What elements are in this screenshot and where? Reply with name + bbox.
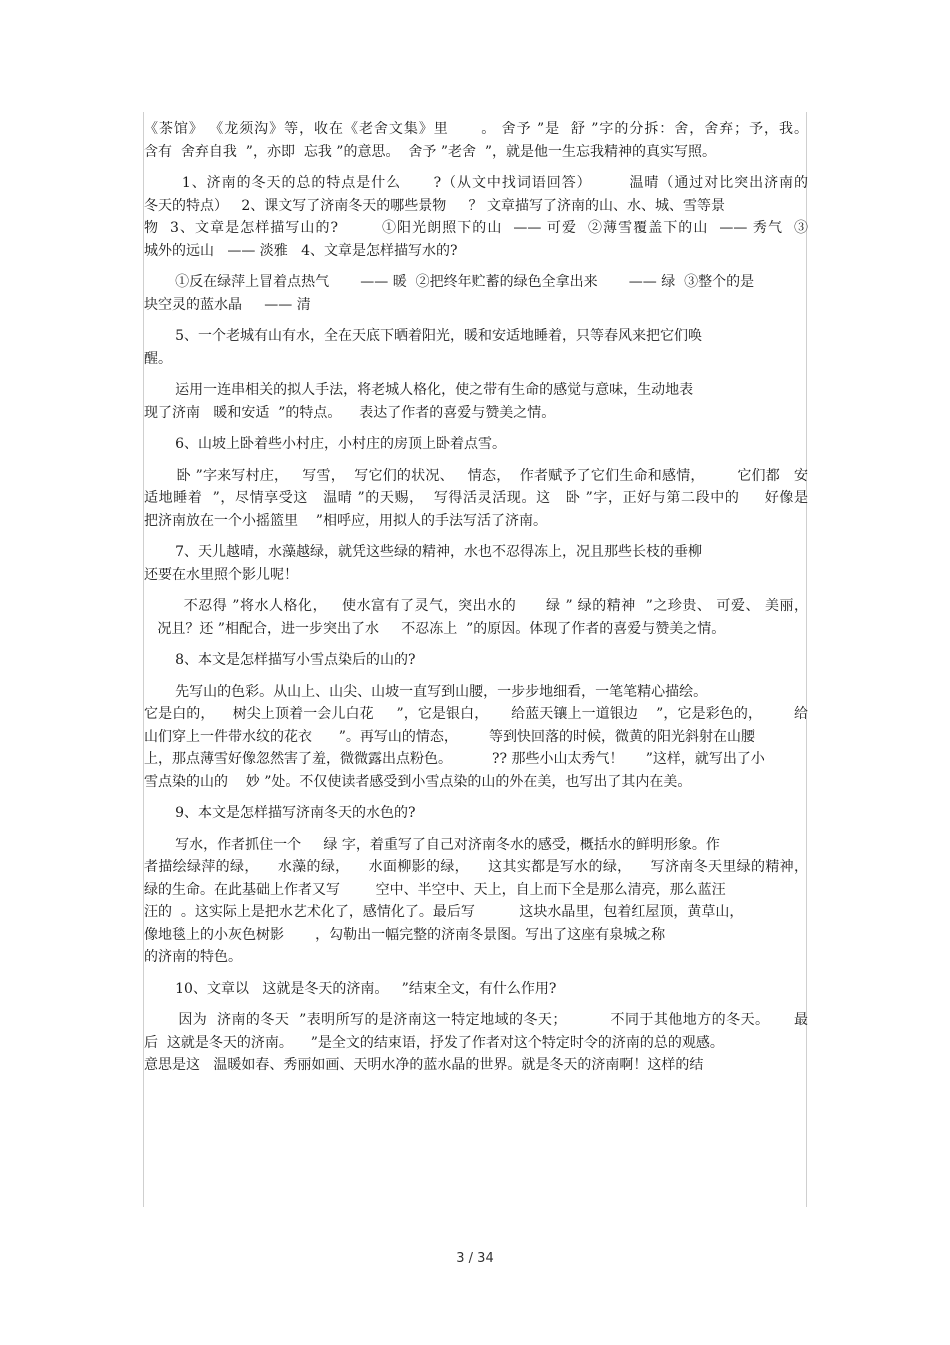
text-line: 写水，作者抓住一个 绿 字，着重写了自己对济南冬水的感受，概括水的鲜明形象。作 — [144, 836, 720, 853]
text-line: 雪点染的山的 妙 ”处。不仅使读者感受到小雪点染的山的外在美，也写出了其内在美。 — [144, 773, 692, 790]
text-line: 现了济南 暖和安适 ”的特点。 表达了作者的喜爱与赞美之情。 — [144, 404, 556, 421]
text-line: 块空灵的蓝水晶 —— 清 — [144, 296, 311, 313]
text-line: 它是白的， 树尖上顶着一会儿白花 ”，它是银白， 给蓝天镶上一道银边 ”，它是彩色的， 给 — [144, 706, 808, 722]
text-line: 把济南放在一个小摇篮里 ”相呼应，用拟人的手法写活了济南。 — [144, 512, 547, 529]
text-line: 像地毯上的小灰色树影 ，勾勒出一幅完整的济南冬景图。写出了这座有泉城之称 — [144, 926, 666, 943]
text-line: 7、天儿越晴，水藻越绿，就凭这些绿的精神，水也不忍得冻上，况且那些长枝的垂柳 — [144, 544, 703, 560]
text-line: 后 这就是冬天的济南。 ”是全文的结束语，抒发了作者对这个特定时令的济南的总的观感。 — [144, 1034, 724, 1051]
text-line: 含有 舍弃自我 ”，亦即 忘我 ”的意思。 舍予 ”老舍 ”，就是他一生忘我精神的真实写照。 — [144, 143, 717, 160]
text-line: 因为 济南的冬天 ”表明所写的是济南这一特定地域的冬天； 不同于其他地方的冬天。 最 — [144, 1012, 808, 1028]
text-line: 9、本文是怎样描写济南冬天的水色的? — [144, 805, 416, 821]
text-line: 冬天的特点） 2、课文写了济南冬天的哪些景物 ？ 文章描写了济南的山、水、城、雪等景 — [144, 197, 725, 214]
text-line: 城外的远山 —— 淡雅 4、文章是怎样描写水的? — [144, 242, 458, 259]
text-line: 还要在水里照个影儿呢！ — [144, 566, 298, 583]
text-line: 6、山坡上卧着些小村庄，小村庄的房顶上卧着点雪。 — [144, 436, 507, 452]
text-line: 山们穿上一件带水纹的花衣 ”。再写山的情态， 等到快回落的时候，微黄的阳光斜射在山腰 — [144, 728, 756, 745]
text-line: 8、本文是怎样描写小雪点染后的山的? — [144, 652, 416, 668]
text-line: 上，那点薄雪好像忽然害了羞，微微露出点粉色。 ?? 那些小山太秀气！ ”这样，就写出了小 — [144, 751, 765, 767]
text-line: ①反在绿萍上冒着点热气 —— 暖 ②把终年贮蓄的绿色全拿出来 —— 绿 ③整个的是 — [144, 274, 755, 290]
text-line: 不忍得 ”将水人格化， 使水富有了灵气，突出水的 绿 ” 绿的精神 ”之珍贵、 可爱、 美丽， — [144, 598, 808, 614]
text-line: 5、一个老城有山有水，全在天底下晒着阳光，暖和安适地睡着，只等春风来把它们唤 — [144, 328, 703, 344]
text-line: 醒。 — [144, 350, 172, 367]
body-text — [144, 118, 808, 1077]
text-line: 1、济南的冬天的总的特点是什么 ?（从文中找词语回答） 温晴（通过对比突出济南的 — [144, 175, 808, 191]
text-line: 绿的生命。在此基础上作者又写 空中、半空中、天上，自上而下全是那么清亮，那么蓝汪 — [144, 881, 726, 898]
text-line: 先写山的色彩。从山上、山尖、山坡一直写到山腰，一步步地细看，一笔笔精心描绘。 — [144, 683, 708, 700]
text-line: 意思是这 温暖如春、秀丽如画、天明水净的蓝水晶的世界。就是冬天的济南啊！这样的结 — [144, 1057, 704, 1073]
text-line: 汪的 。这实际上是把水艺术化了，感情化了。最后写 这块水晶里，包着红屋顶，黄草山， — [144, 904, 744, 920]
text-line: 适地睡着 ”，尽情享受这 温晴 ”的天赐， 写得活灵活现。这 卧 ”字，正好与第二段中的 好像是 — [144, 490, 808, 506]
text-line: 物 3、文章是怎样描写山的? ①阳光朗照下的山 —— 可爱 ②薄雪覆盖下的山 —— 秀气 ③ — [144, 220, 808, 236]
text-line: 《茶馆》 《龙须沟》等，收在《老舍文集》里 。 舍予 ”是 舒 ”字的分拆：舍，舍弃；予，我。 — [144, 121, 808, 137]
text-line: 卧 ”字来写村庄， 写雪， 写它们的状况、 情态， 作者赋予了它们生命和感情， 它们都 安 — [144, 467, 808, 484]
text-line: 的济南的特色。 — [144, 949, 242, 965]
text-line: 者描绘绿萍的绿， 水藻的绿， 水面柳影的绿， 这其实都是写水的绿， 写济南冬天里绿的精神， — [144, 859, 808, 875]
text-line: 运用一连串相关的拟人手法，将老城人格化，使之带有生命的感觉与意味，生动地表 — [144, 382, 694, 398]
page-number: 3 / 34 — [456, 1251, 494, 1266]
text-line: 10、文章以 这就是冬天的济南。 ”结束全文，有什么作用? — [144, 980, 557, 997]
text-line: 况且？还 ”相配合，进一步突出了水 不忍冻上 ”的原因。体现了作者的喜爱与赞美之情。 — [144, 620, 726, 637]
